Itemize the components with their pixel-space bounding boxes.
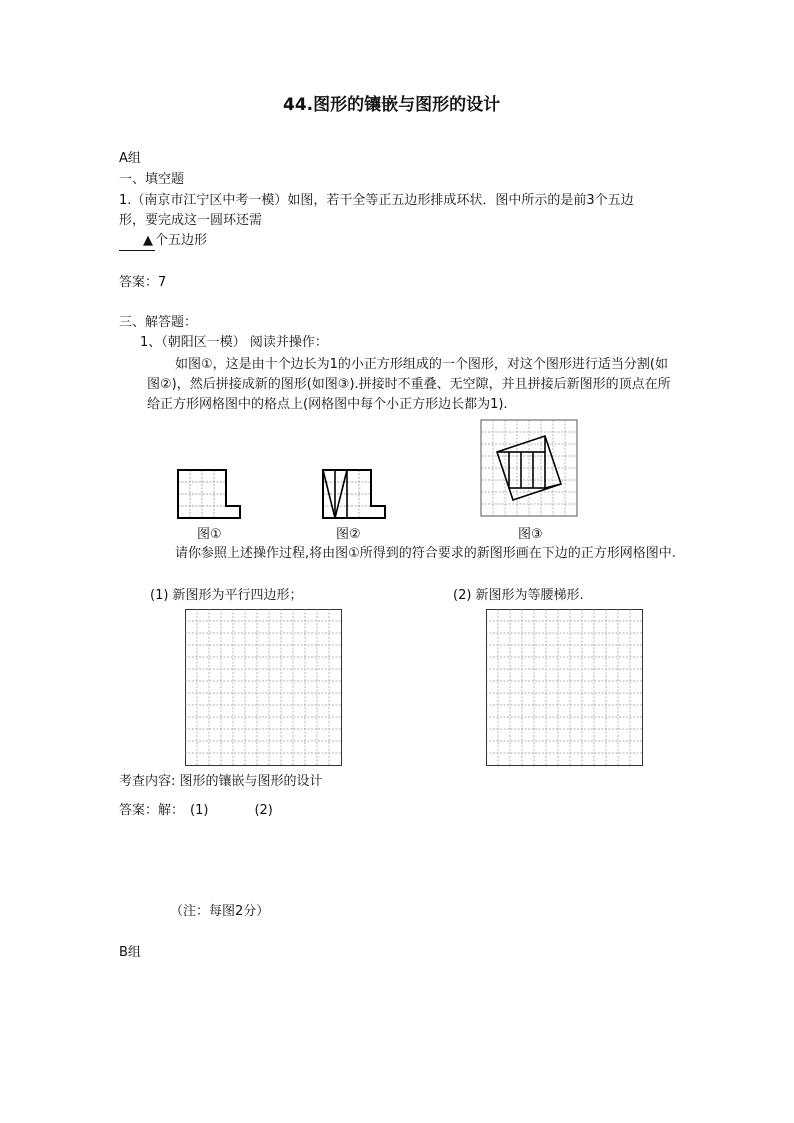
figure-1 — [178, 470, 242, 520]
figure-2 — [323, 470, 387, 520]
sub-question-2: (2) 新图形为等腰梯形. — [453, 588, 584, 603]
question-2-source: 1、（朝阳区一模） 阅读并操作： — [140, 335, 328, 350]
group-b-label: B组 — [119, 945, 141, 960]
answer-1: 答案：7 — [119, 275, 167, 290]
question-2-paragraph-2-text: 请你参照上述操作过程,将由图①所得到的符合要求的新图形画在下边的正方形网格图中. — [175, 546, 676, 561]
question-1-suffix: 个五边形 — [155, 233, 208, 248]
group-a-label: A组 — [119, 151, 141, 166]
scoring-note: （注：每图2分） — [170, 904, 270, 919]
question-2-paragraph-2 — [147, 544, 677, 564]
answer-2-part-1: (1) — [190, 803, 209, 818]
topic-line: 考查内容: 图形的镶嵌与图形的设计 — [119, 774, 323, 789]
question-2-paragraph-1-text: 如图①，这是由十个边长为1的小正方形组成的一个图形，对这个图形进行适当分割(如图②)，然后拼接成新的图形(如图③).拼接时不重叠、无空隙，并且拼接后新图形的顶点在所给正方形网格图中的格点上(网格图中每个小正方形边长都为1). — [147, 357, 671, 412]
section-fill-blank-heading: 一、填空题 — [119, 172, 185, 187]
question-2-paragraph-1 — [147, 355, 677, 415]
answer-grid-2 — [486, 609, 645, 768]
figure-1-caption: 图① — [197, 527, 222, 542]
question-1-line-2: 形，要完成这一圆环还需 — [119, 213, 263, 228]
question-1-blank-line — [119, 232, 207, 251]
figure-3 — [481, 420, 579, 518]
sub-question-1: (1) 新图形为平行四边形； — [150, 588, 303, 603]
page-title: 44.图形的镶嵌与图形的设计 — [283, 95, 501, 115]
section-solve-heading: 三、解答题： — [119, 315, 198, 330]
answer-2-part-2: (2) — [254, 803, 273, 818]
triangle-marker-icon: ▲ — [143, 233, 153, 248]
answer-blank — [119, 232, 155, 251]
figure-2-caption: 图② — [336, 527, 361, 542]
answer-2-label: 答案：解： — [119, 803, 185, 818]
figure-3-caption: 图③ — [518, 527, 543, 542]
answer-2 — [119, 802, 273, 820]
question-1-line-1: 1.（南京市江宁区中考一模）如图，若干全等正五边形排成环状．图中所示的是前3个五边 — [119, 193, 634, 208]
answer-grid-1 — [185, 609, 344, 768]
